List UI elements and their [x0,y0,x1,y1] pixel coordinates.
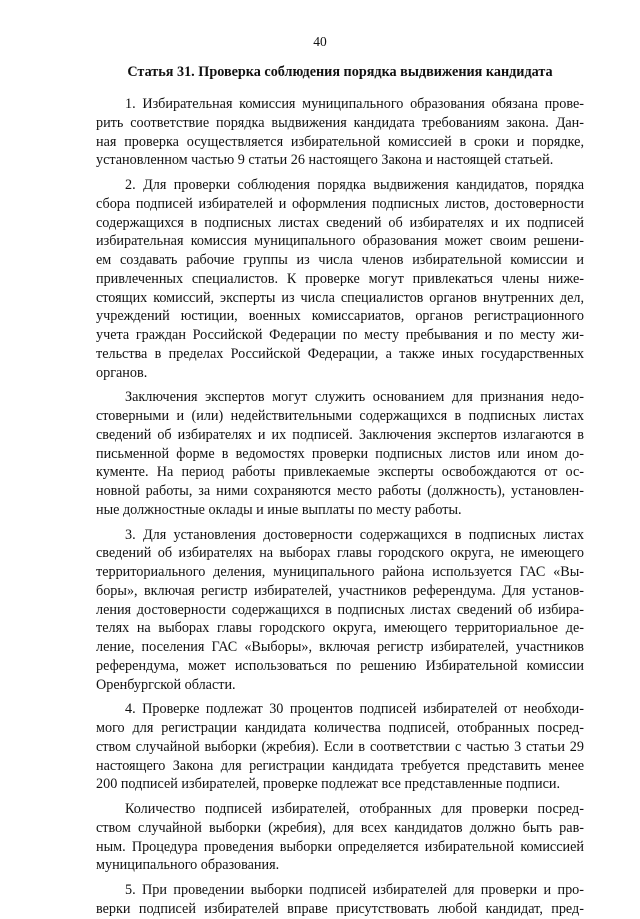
text-line: муниципального образования. [96,857,280,874]
text-line: территориального деления, муниципального района используется ГАС «Вы- [96,564,584,580]
text-line: Количество подписей избирателей, отобранных для проверки посред- [125,801,584,817]
text-line: ная проверка осуществляется избирательной комиссией в сроки и порядке, [96,133,584,150]
text-line: сведений об избирателях на выборах главы городского округа, не имеющего [96,545,584,562]
paragraph [96,800,584,875]
paragraph [96,700,584,794]
paragraph [96,881,584,919]
text-line: содержащихся в подписных листах сведений об избирателях и их подписей [96,214,584,231]
text-line: 3. Для установления достоверности содержащихся в подписных листах [125,526,584,543]
text-line: органов. [96,364,148,381]
text-line: сбора подписей избирателей и оформления подписных листов, достоверности [96,195,584,212]
text-line: ем создавать рабочие группы из числа членов избирательной комиссии и [96,252,584,268]
text-line: телях на выборах главы городского округа, имеющего территориальное де- [96,620,584,637]
text-line: 200 подписей избирателей, проверке подлежат все представленные подписи. [96,776,561,793]
text-line: 2. Для проверки соблюдения порядка выдвижения кандидатов, порядка [125,177,584,193]
text-line: ления достоверности содержащихся в подписных листах сведений об избира- [96,601,584,618]
text-line: ством случайной выборки (жребия), для всех кандидатов должно быть рав- [96,819,584,836]
paragraph [96,388,584,519]
paragraph [96,176,584,382]
text-line: установленном частью 9 статьи 26 настоящего Закона и настоящей статьей. [96,152,554,169]
text-line: привлеченных специалистов. К проверке могут привлекаться члены ниже- [96,270,584,287]
text-line: рить соответствие порядка выдвижения кандидата требованиям закона. Дан- [96,114,584,131]
text-line: письменной форме в ведомостях проверки подписных листов или ином до- [96,445,584,462]
page-number: 40 [313,34,327,49]
text-line: мого для регистрации кандидата количества подписей, отобранных посред- [96,720,584,736]
text-line: стоящих комиссий, эксперты из числа специалистов органов внутренних дел, [96,289,584,306]
text-line: ным. Процедура проведения выборки определяется избирательной комиссией [96,838,584,855]
text-line: сведений об избирателях и их подписей. Заключения экспертов излагаются в [96,426,584,443]
paragraph [96,95,584,170]
text-line: новной работы, за ними сохраняются место работы (должность), установлен- [96,483,584,499]
text-line: 4. Проверке подлежат 30 процентов подписей избирателей от необходи- [125,701,584,718]
text-line: учреждений юстиции, военных комиссариатов, органов регистрационного [96,308,584,325]
text-line: Оренбургской области. [96,676,236,693]
text-line: тельства в пределах Российской Федерации, а также иных государственных [96,345,584,362]
text-line: избирательная комиссия муниципального образования может своим решени- [96,233,584,250]
text-line: 1. Избирательная комиссия муниципального образования обязана прове- [125,96,584,112]
article-title: Статья 31. Проверка соблюдения порядка выдвижения кандидата [127,64,553,80]
text-line: стоверными и (или) недействительными содержащихся в подписных листах [96,408,584,424]
article-body [96,95,584,919]
text-line: верки подписей избирателей вправе присутствовать любой кандидат, пред- [96,900,584,917]
text-line: Заключения экспертов могут служить основанием для признания недо- [125,389,584,406]
text-line: настоящего Закона для регистрации кандидата требуется представить менее [96,757,584,774]
text-line: референдума, может использоваться по решению Избирательной комиссии [96,657,584,674]
text-line: 5. При проведении выборки подписей избирателей для проверки и про- [125,882,584,898]
text-line: ные должностные оклады и иные выплаты по месту работы. [96,501,462,518]
text-line: учета граждан Российской Федерации по месту пребывания и по месту жи- [96,327,584,343]
text-line: кументе. На период работы привлекаемые эксперты освобождаются от ос- [96,464,584,481]
text-line: ством случайной выборки (жребия). Если в соответствии с частью 3 статьи 29 [96,738,584,755]
text-line: ление, поселения ГАС «Выборы», включая регистр избирателей, участников [96,639,584,655]
paragraph [96,526,584,695]
text-line: боры», включая регистр избирателей, участников референдума. Для установ- [96,582,584,599]
